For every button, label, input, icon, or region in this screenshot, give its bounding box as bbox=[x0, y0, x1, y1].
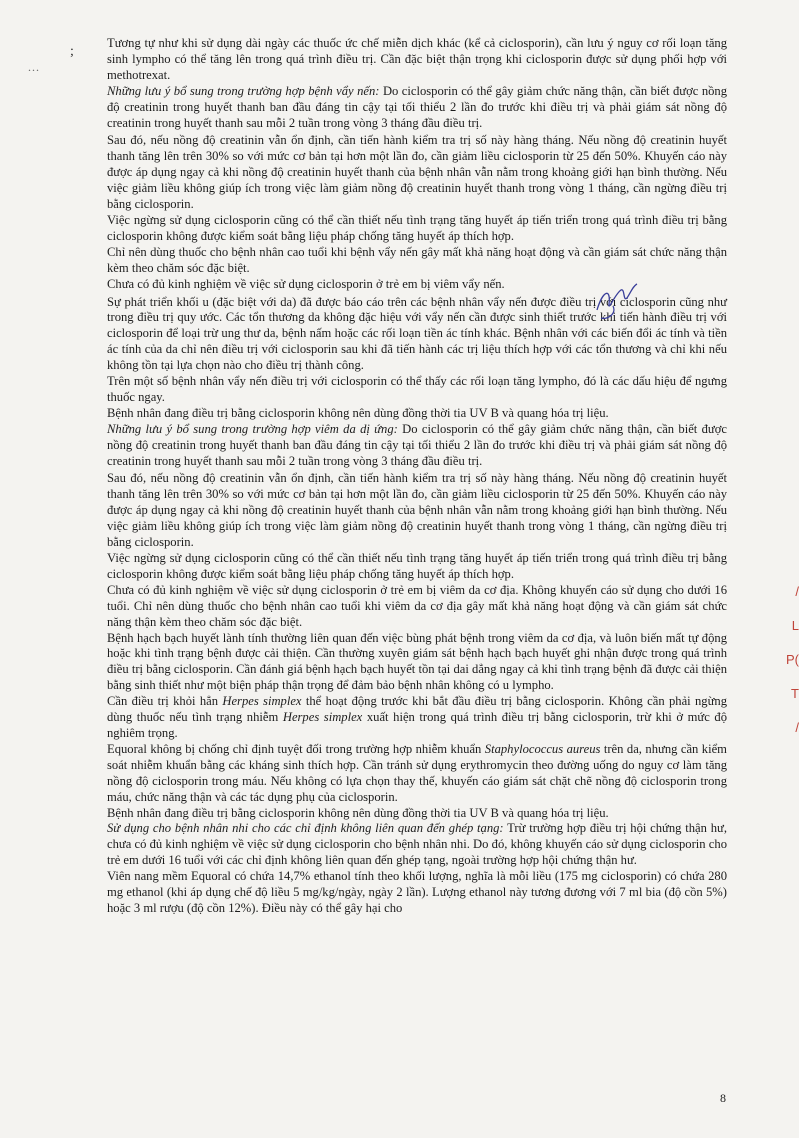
paragraph-5: Chỉ nên dùng thuốc cho bệnh nhân cao tuổi khi bệnh vẩy nến gây mất khả năng hoạt động và cần giám sát chức năng thận kèm theo chăm sóc đặc biệt. bbox=[107, 244, 727, 275]
margin-mark: ; bbox=[70, 44, 74, 59]
margin-dots: ... bbox=[28, 60, 40, 74]
paragraph-8: Trên một số bệnh nhân vẩy nến điều trị với ciclosporin có thể thấy các rối loạn tăng lympho, đó là các dấu hiệu để ngưng thuốc ngay. bbox=[107, 374, 727, 404]
paragraph-6: Chưa có đủ kinh nghiệm về việc sử dụng ciclosporin ở trẻ em bị viêm vẩy nến. bbox=[107, 276, 505, 291]
section-heading-atopic-dermatitis: Những lưu ý bổ sung trong trường hợp viêm da dị ứng: bbox=[107, 421, 398, 436]
paragraph-7: Sự phát triển khối u (đặc biệt với da) đã được báo cáo trên các bệnh nhân vẩy nến được điều trị với ciclosporin cũng như trong điều trị quy ước. Các tổn thương da không đặc hiệu với vẩy nến cần được sinh thiết trước khi tiến hành điều trị với ciclosporin để loại trừ ung thư da, bệnh nấm hoặc các rối loạn tiền ác tính khác. Bệnh nhân với các biến đổi ác tính và tiền ác tính của da chỉ nên điều trị với ciclosporin sau khi đã tiến hành các trị liệu thích hợp với các tổn thương và chỉ khi nếu không tồn tại lựa chọn nào cho điều trị thành công. bbox=[107, 294, 727, 373]
section-heading-psoriasis: Những lưu ý bổ sung trong trường hợp bệnh vẩy nến: bbox=[107, 83, 380, 98]
paragraph-17: Bệnh nhân đang điều trị bằng ciclosporin không nên dùng đồng thời tia UV B và quang hóa trị liệu. bbox=[107, 805, 609, 820]
edge-stamp-marks: / L P( T / bbox=[786, 584, 799, 735]
paragraph-14: Bệnh hạch bạch huyết lành tính thường liên quan đến việc bùng phát bệnh trong viêm da cơ địa, và luôn biến mất tự động hoặc khi tình trạng bệnh được cải thiện. Cần thường xuyên giám sát bệnh hạch bạch huyết ghi nhận được trong quá trình điều trị bằng ciclosporin. Cần đánh giá bệnh hạch bạch huyết tồn tại dai dẳng ngay cả khi tình trạng bệnh đã được cải thiện bằng sinh thiết như một biện pháp thận trọng để đảm bảo bệnh nhân không có u lympho. bbox=[107, 630, 727, 693]
paragraph-18: Sử dụng cho bệnh nhân nhi cho các chỉ định không liên quan đến ghép tạng: Trừ trường hợp điều trị hội chứng thận hư, chưa có đủ kinh nghiệm về việc sử dụng ciclosporin cho bệnh nhân nhi. Do đó, không khuyến cáo sử dụng ciclosporin cho trẻ em dưới 16 tuổi với các chỉ định không liên quan đến ghép tạng, ngoài trường hợp hội chứng thận hư. bbox=[107, 821, 727, 868]
document-body bbox=[107, 36, 727, 917]
paragraph-12: Việc ngừng sử dụng ciclosporin cũng có thể cần thiết nếu tình trạng tăng huyết áp tiến triển trong quá trình điều trị bằng ciclosporin không được kiểm soát bằng liệu pháp chống tăng huyết áp thích hợp. bbox=[107, 551, 727, 581]
paragraph-19: Viên nang mềm Equoral có chứa 14,7% ethanol tính theo khối lượng, nghĩa là mỗi liều (175 mg ciclosporin) có chứa 280 mg ethanol (khi áp dụng chế độ liều 5 mg/kg/ngày, ngày 2 lần). Lượng ethanol này tương đương với 7 ml bia (độ cồn 5%) hoặc 3 ml rượu (độ cồn 12%). Điều này có thể gây hại cho bbox=[107, 869, 727, 915]
paragraph-10: Những lưu ý bổ sung trong trường hợp viêm da dị ứng: Do ciclosporin có thể gây giảm chức năng thận, cần biết được nồng độ creatinin trong huyết thanh ban đầu đáng tin cậy tại tối thiểu 2 lần đo trước khi điều trị và phải giám sát nồng độ creatinin trong huyết thanh sau mỗi 2 tuần trong vòng 3 tháng đầu điều trị. bbox=[107, 421, 727, 468]
paragraph-3: Sau đó, nếu nồng độ creatinin vẫn ổn định, cần tiến hành kiểm tra trị số này hàng tháng. Nếu nồng độ creatinin huyết thanh tăng lên trên 30% so với mức cơ bản tại hơn một lần đo, cần giảm liều ciclosporin từ 25 đến 50%. Khuyến cáo này được áp dụng ngay cả khi nồng độ creatinin huyết thanh của bệnh nhân vẫn nằm trong khoảng giới hạn bình thường. Nếu việc giảm liều không giúp ích trong việc làm giảm nồng độ creatinin huyết thanh trong vòng 1 tháng, cần ngừng điều trị bằng ciclosporin. bbox=[107, 133, 727, 212]
paragraph-1: Tương tự như khi sử dụng dài ngày các thuốc ức chế miễn dịch khác (kể cả ciclosporin), cần lưu ý nguy cơ rối loạn tăng sinh lympho có thể tăng lên trong quá trình điều trị. Cần đặc biệt thận trọng khi ciclosporin được sử dụng phối hợp với methotrexat. bbox=[107, 36, 727, 82]
paragraph-11: Sau đó, nếu nồng độ creatinin vẫn ổn định, cần tiến hành kiểm tra trị số này hàng tháng. Nếu nồng độ creatinin huyết thanh tăng lên trên 30% so với mức cơ bản tại hơn một lần đo, cần giảm liều ciclosporin từ 25 đến 50%. Khuyến cáo này được áp dụng ngay cả khi nồng độ creatinin huyết thanh của bệnh nhân vẫn nằm trong khoảng giới hạn bình thường. Nếu việc giảm liều không giúp ích trong việc làm giảm nồng độ creatinin huyết thanh trong vòng 1 tháng, cần ngừng điều trị bằng ciclosporin. bbox=[107, 471, 727, 550]
section-heading-pediatric: Sử dụng cho bệnh nhân nhi cho các chỉ định không liên quan đến ghép tạng: bbox=[107, 821, 504, 836]
paragraph-15: Cần điều trị khỏi hẳn Herpes simplex thể hoạt động trước khi bắt đầu điều trị bằng ciclosporin. Không cần phải ngừng dùng thuốc nếu tình trạng nhiễm Herpes simplex xuất hiện trong quá trình điều trị bằng ciclosporin, trừ khi ở mức độ nghiêm trọng. bbox=[107, 694, 727, 740]
handwritten-signature bbox=[593, 280, 641, 324]
paragraph-2: Những lưu ý bổ sung trong trường hợp bệnh vẩy nến: Do ciclosporin có thể gây giảm chức năng thận, cần biết được nồng độ creatinin trong huyết thanh ban đầu đáng tin cậy tại tối thiểu 2 lần đo trước khi điều trị và phải giám sát nồng độ creatinin trong huyết thanh sau mỗi 2 tuần trong vòng 3 tháng đầu điều trị. bbox=[107, 83, 728, 130]
paragraph-4: Việc ngừng sử dụng ciclosporin cũng có thể cần thiết nếu tình trạng tăng huyết áp tiến triển trong quá trình điều trị bằng ciclosporin không được kiểm soát bằng liệu pháp chống tăng huyết áp thích hợp. bbox=[107, 212, 727, 243]
paragraph-9: Bệnh nhân đang điều trị bằng ciclosporin không nên dùng đồng thời tia UV B và quang hóa trị liệu. bbox=[107, 405, 609, 420]
paragraph-16: Equoral không bị chống chỉ định tuyệt đối trong trường hợp nhiễm khuẩn Staphylococcus aureus trên da, nhưng cần kiểm soát nhiễm khuẩn bằng các kháng sinh thích hợp. Cần tránh sử dụng erythromycin theo đường uống do nguy cơ làm tăng nồng độ ciclosporin trong máu. Nếu không có lựa chọn thay thế, khuyến cáo giám sát chặt chẽ nồng độ ciclosporin trong máu, chức năng thận và các tác dụng phụ của ciclosporin. bbox=[107, 741, 727, 804]
page-number: 8 bbox=[720, 1091, 726, 1105]
paragraph-13: Chưa có đủ kinh nghiệm về việc sử dụng ciclosporin ở trẻ em bị viêm da cơ địa. Không khuyến cáo sử dụng cho dưới 16 tuổi. Chỉ nên dùng thuốc cho bệnh nhân cao tuổi khi viêm da cơ địa gây mất khả năng hoạt động và cần giám sát chức năng thận kèm theo chăm sóc đặc biệt. bbox=[107, 582, 727, 629]
